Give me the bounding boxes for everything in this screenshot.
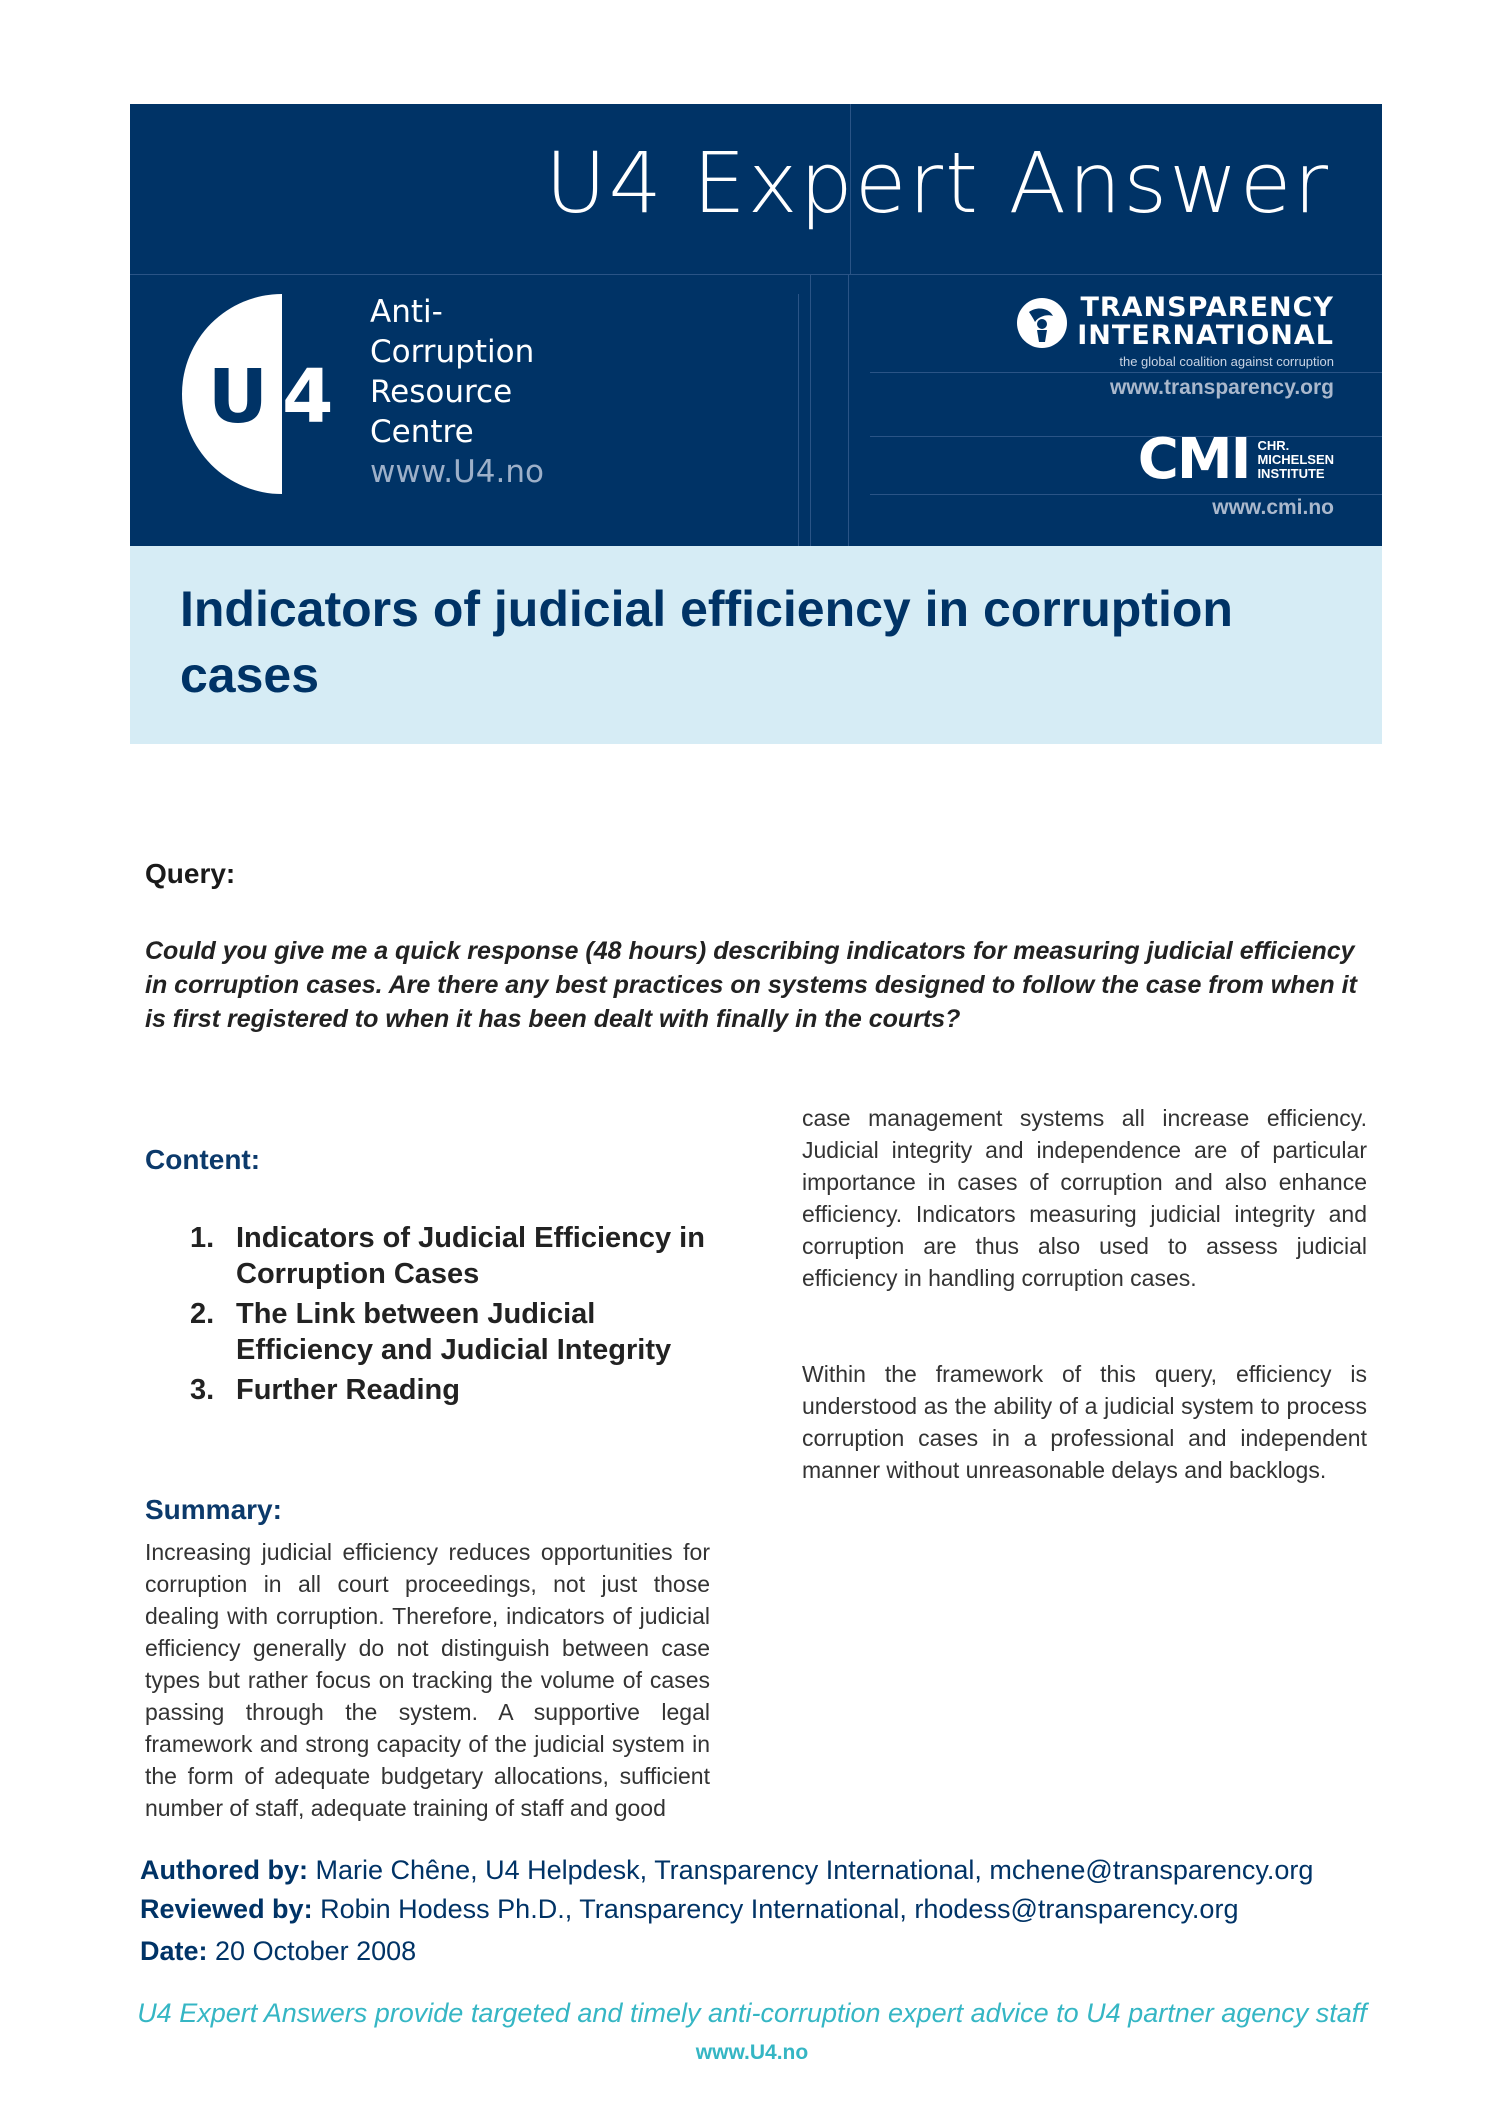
- authored-label: Authored by:: [140, 1855, 308, 1885]
- toc-item-text: The Link between Judicial Efficiency and Judicial Integrity: [236, 1298, 672, 1366]
- date: [140, 1932, 416, 1970]
- cmi-logo: [1137, 427, 1334, 492]
- toc-item-number: 1.: [190, 1222, 215, 1254]
- toc-item-text: Indicators of Judicial Efficiency in Corruption Cases: [236, 1222, 705, 1290]
- cmi-sub-line: CHR.: [1257, 438, 1290, 453]
- reviewed-label: Reviewed by:: [140, 1894, 313, 1924]
- reviewed-by: [140, 1890, 1238, 1928]
- banner-divider: [848, 274, 849, 546]
- u4-name-line: Anti-: [370, 294, 443, 330]
- cmi-sub: [1257, 439, 1334, 481]
- ti-url[interactable]: www.transparency.org: [1109, 376, 1334, 399]
- u4-web: www.U4.no: [370, 454, 544, 490]
- banner-divider: [870, 372, 1382, 373]
- right-paragraph: Within the framework of this query, efficiency is understood as the ability of a judicial system to process corruption cases in a professional and independent manner without unreasonable delays and backlogs.: [802, 1361, 1367, 1483]
- footer-tagline: U4 Expert Answers provide targeted and timely anti-corruption expert advice to U4 partner agency staff: [137, 1998, 1367, 2028]
- reviewed-value: Robin Hodess Ph.D., Transparency International, rhodess@transparency.org: [320, 1894, 1239, 1924]
- cmi-sub-line: MICHELSEN: [1257, 452, 1334, 467]
- authored-value: Marie Chêne, U4 Helpdesk, Transparency International, mchene@transparency.org: [315, 1855, 1314, 1885]
- table-of-contents: [190, 1220, 720, 1412]
- date-label: Date:: [140, 1936, 208, 1966]
- u4-name-line: Centre: [370, 414, 474, 450]
- u4-name-line: Resource: [370, 374, 513, 410]
- page-title: Indicators of judicial efficiency in corruption cases: [180, 581, 1233, 703]
- toc-item: [190, 1372, 720, 1408]
- toc-item: [190, 1220, 720, 1292]
- header-banner: [130, 104, 1382, 546]
- right-paragraph: case management systems all increase efficiency. Judicial integrity and independence are of particular importance in cases of corruption and also enhance efficiency. Indicators measuring judicial integrity and corruption are thus also used to assess judicial efficiency in handling corruption cases.: [802, 1105, 1367, 1291]
- banner-divider: [798, 294, 799, 546]
- banner-divider: [870, 494, 1382, 495]
- authored-by: [140, 1851, 1313, 1889]
- query-label: Query:: [145, 858, 236, 889]
- content-label: Content:: [145, 1144, 261, 1175]
- ti-logo: [1077, 294, 1334, 369]
- toc-item: [190, 1296, 720, 1368]
- summary-label: Summary:: [145, 1494, 282, 1525]
- summary-text: Increasing judicial efficiency reduces opportunities for corruption in all court proceedings, not just those dealing with corruption. Therefore, indicators of judicial efficiency generally do not distinguish between case types but rather focus on tracking the volume of cases passing through the system. A supportive legal framework and strong capacity of the judicial system in the form of adequate budgetary allocations, sufficient number of staff, adequate training of staff and good: [145, 1539, 710, 1821]
- query-text: Could you give me a quick response (48 hours) describing indicators for measuring judicial efficiency in corruption cases. Are there any best practices on systems designed to follow the case from when it is first registered to when it has been dealt with finally in the courts?: [145, 937, 1357, 1033]
- ti-name-line: TRANSPARENCY: [1080, 292, 1334, 323]
- ti-name-line: INTERNATIONAL: [1077, 320, 1334, 351]
- toc-item-text: Further Reading: [236, 1374, 460, 1406]
- toc-item-number: 3.: [190, 1374, 215, 1406]
- banner-title: U4 Expert Answer: [545, 134, 1330, 232]
- u4-name: [370, 292, 544, 492]
- cmi-url[interactable]: www.cmi.no: [1212, 496, 1334, 519]
- ti-tagline: the global coalition against corruption: [1119, 354, 1334, 369]
- svg-text:4: 4: [282, 354, 334, 440]
- svg-text:U: U: [207, 354, 268, 440]
- cmi-mark: CMI: [1137, 427, 1250, 492]
- date-value: 20 October 2008: [215, 1936, 417, 1966]
- toc-item-number: 2.: [190, 1298, 215, 1330]
- cmi-sub-line: INSTITUTE: [1257, 466, 1325, 481]
- u4-name-line: Corruption: [370, 334, 535, 370]
- banner-divider: [810, 274, 811, 546]
- banner-divider: [130, 274, 1382, 275]
- ti-globe-icon: [1015, 296, 1069, 350]
- title-band: [130, 546, 1382, 744]
- footer-url[interactable]: www.U4.no: [695, 2041, 809, 2064]
